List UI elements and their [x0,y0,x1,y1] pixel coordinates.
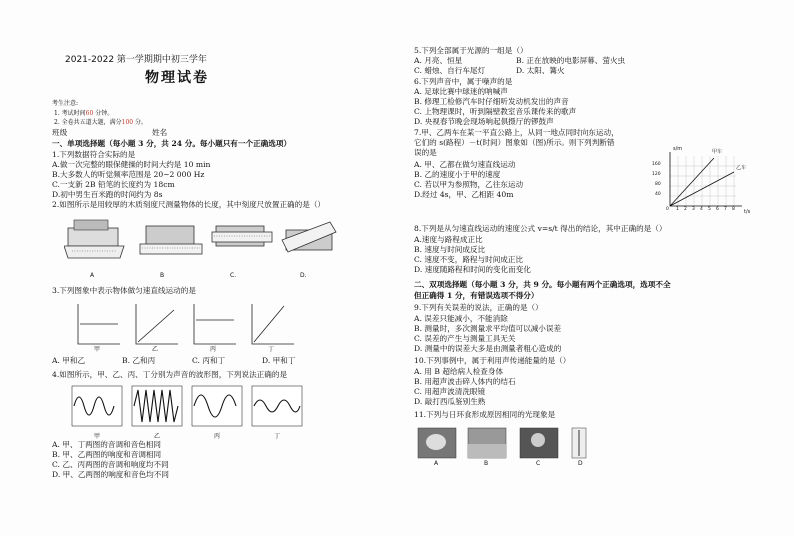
q8-option-c: C. 速度不变，路程与时间成正比 [414,255,524,264]
q7-ylabel: s/m [673,146,683,152]
q10-option-a: A. 用 B 超给病人检查身体 [414,367,504,376]
q9-option-a: A. 误差只能减小，不能消除 [414,314,508,323]
q7-xtick-1: 1 [676,207,679,212]
q11-label-d: D [578,460,583,467]
q2-ruler-figures [64,218,344,272]
q4-wave-label-4: 丁 [274,433,281,440]
q1-option-c: C.一支新 2B 铅笔的长度约为 18cm [52,180,175,189]
q5-option-d: D. 太阳、篝火 [516,66,565,75]
q7-option-b: B. 乙的速度小于甲的速度 [414,170,501,179]
q8-option-d: D. 速度随路程和时间的变化而变化 [414,265,531,274]
q7-ytick-120: 120 [652,172,661,177]
q2-label-b: B [160,272,165,279]
q7-stem-2: 它们的 s(路程）－t(时间）图象如（图)所示。则下列判断错 [414,138,615,147]
q6-option-a: A. 足球比赛中球迷的呐喊声 [414,87,508,96]
name-label: 姓名 [152,128,168,137]
q7-xtick-3: 3 [692,207,695,212]
q9-option-b: B. 测量时，多次测量求平均值可以减小误差 [414,324,562,333]
q3-graph-label-2: 乙 [152,346,159,353]
section2-title-1: 二、双项选择题（每小题 3 分，共 9 分。每小题有两个正确选项，选项不全 [414,280,671,289]
q6-option-b: B. 修理工检修汽车时仔细听发动机发出的声音 [414,97,569,106]
q8-stem: 8.下列是从匀速直线运动的速度公式 v=s/t 得出的结论，其中正确的是（） [414,224,667,233]
section1-title: 一、单项选择题（每小题 3 分，共 24 分。每小题只有一个正确选项） [52,139,292,148]
q1-option-a: A.做一次完整的眼保健操的时间大约是 10 min [52,160,211,169]
q4-option-a: A. 甲、丁两图的音调和音色相同 [52,440,162,449]
q11-stem: 11.下列与日环食形成原因相同的光现象是 [414,410,556,419]
q4-wave-label-1: 甲 [94,433,101,440]
class-label: 班级 [52,128,68,137]
q4-stem: 4.如图所示，甲、乙、丙、丁分别为声音的波形图，下列说法正确的是 [52,370,288,379]
section2-title-2: 但正确得 1 分，有错误选项不得分） [414,291,539,300]
q7-xtick-6: 6 [716,207,719,212]
q3-option-a: A. 甲和乙 [52,356,86,365]
q1-option-b: B.大多数人的听觉频率范围是 20~2 000 Hz [52,170,205,179]
q6-stem: 6.下列声音中，属于噪声的是 [414,77,513,86]
q2-stem: 2.如图所示是用较厚的木质刻度尺测量物体的长度，其中刻度尺放置正确的是（） [52,200,326,209]
q7-series-jia: 甲车 [712,149,723,155]
q3-graph-label-3: 丙 [210,346,217,353]
q4-wave-label-3: 丙 [214,433,221,440]
q3-option-d: D. 甲和丁 [262,356,296,365]
q10-option-b: B. 用超声波击碎人体内的结石 [414,377,516,386]
q7-xtick-7: 7 [724,207,727,212]
q1-stem: 1.下列数据符合实际的是 [52,150,136,159]
q5-option-c: C. 蜡烛、自行车尾灯 [414,66,486,75]
q7-xtick-2: 2 [684,207,687,212]
q7-option-a: A. 甲、乙都在做匀速直线运动 [414,160,516,169]
q5-option-b: B. 正在放映的电影屏幕、萤火虫 [516,56,626,65]
q4-option-b: B. 甲、乙两图的响度和音调相同 [52,450,162,459]
q9-option-d: D. 测量中的误差大多是由测量者粗心造成的 [414,344,562,353]
q4-option-c: C. 乙、丙两图的音调和响度均不同 [52,460,169,469]
q7-line-jia [670,158,714,206]
q2-label-d: D. [300,272,307,279]
q2-figure-b [140,226,202,254]
q3-stem: 3.下列图象中表示物体做匀速直线运动的是 [52,286,196,295]
q10-option-c: C. 用超声波清洗眼镜 [414,387,486,396]
q10-option-d: D. 敲打西瓜鉴别生熟 [414,397,486,406]
q8-option-b: B. 速度与时间成反比 [414,245,486,254]
q11-label-c: C [536,460,541,467]
notice-label: 考生注意: [52,100,79,107]
q3-graphs [74,300,314,350]
q7-stem-3: 误的是 [414,148,437,157]
q7-series-yi: 乙车 [736,165,747,171]
q7-ytick-160: 160 [652,162,661,167]
q7-xtick-0: 0 [666,207,669,212]
q7-ytick-80: 80 [655,182,661,187]
q5-option-a: A. 月亮、恒星 [414,56,463,65]
q5-stem: 5.下列全部属于光源的一组是（） [414,46,528,55]
q7-xlabel: t/s [744,209,751,215]
q6-option-c: C. 上物理课时，听到隔壁教室音乐课传来的歌声 [414,107,577,116]
q2-label-a: A [90,272,95,279]
q8-option-a: A.速度与路程成正比 [414,235,483,244]
q7-xtick-8: 8 [732,207,735,212]
q9-stem: 9.下列有关误差的说法，正确的是（） [414,303,543,312]
q3-graph-label-4: 丁 [268,346,275,353]
notice-2: 2. 全卷共五道大题，满分100 分。 [54,119,148,126]
q7-stem-1: 7.甲、乙两车在某一平直公路上，从同一地点同时向东运动， [414,128,619,137]
q11-label-a: A [434,460,439,467]
notice-1: 1. 考试时间60 分钟。 [54,110,114,117]
q3-option-b: B. 乙和丙 [122,356,156,365]
exam-title: 物理试卷 [145,70,209,86]
q3-option-c: C. 丙和丁 [192,356,226,365]
q10-stem: 10.下列事例中，属于利用声传递能量的是（） [414,356,571,365]
q7-option-c: C. 若以甲为参照物，乙往东运动 [414,180,524,189]
q4-option-d: D. 甲、乙两图的响度和音色均不同 [52,470,169,479]
q4-waveforms [70,384,306,430]
q3-graph-label-1: 甲 [94,346,101,353]
q2-label-c: C. [230,272,237,279]
q6-option-d: D. 央视春节晚会现场响起俱摄厅的锣鼓声 [414,117,554,126]
q4-wave-label-2: 乙 [154,433,161,440]
q1-option-d: D.初中男生百米跑的时间约为 8s [52,190,163,199]
q9-option-c: C. 误差的产生与测量工具无关 [414,334,516,343]
q7-ytick-40: 40 [655,192,661,197]
q2-figure-c [212,226,272,246]
q2-figure-d [282,222,336,252]
q2-figure-a [64,220,124,258]
q11-label-b: B [484,460,489,467]
q7-option-d: D.经过 4s，甲、乙相距 40m [414,190,514,199]
q7-xtick-5: 5 [708,207,711,212]
year-title: 2021-2022 第一学期期中初三学年 [65,55,207,65]
q7-xtick-4: 4 [700,207,703,212]
